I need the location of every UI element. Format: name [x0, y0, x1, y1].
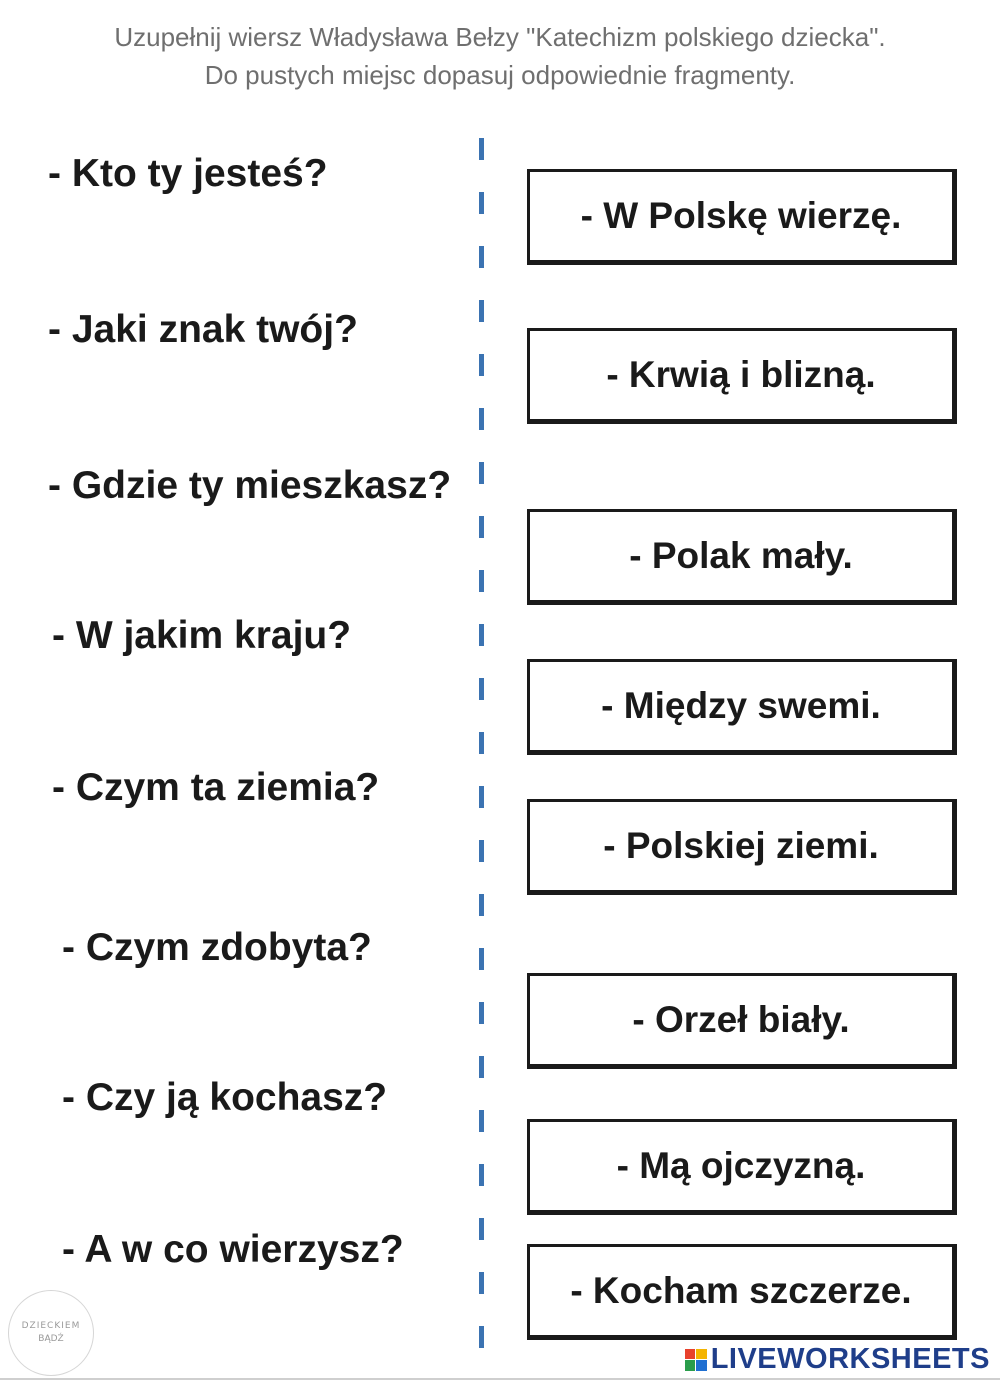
answer-text: - W Polskę wierzę.: [580, 195, 902, 236]
question-7: - Czy ją kochasz?: [62, 1076, 388, 1119]
logo-line-2: BĄDŹ: [38, 1334, 64, 1344]
question-6: - Czym zdobyta?: [62, 926, 372, 969]
answer-text: - Krwią i blizną.: [606, 354, 876, 395]
answer-box-3[interactable]: [527, 509, 957, 605]
answer-text: - Między swemi.: [601, 685, 881, 726]
answer-text: - Kocham szczerze.: [570, 1270, 912, 1311]
answer-box-2[interactable]: [527, 328, 957, 424]
logo-line-1: DZIECKIEM: [21, 1321, 81, 1331]
instructions-line-1: Uzupełnij wiersz Władysława Bełzy "Katechizm polskiego dziecka".: [114, 22, 886, 52]
question-2: - Jaki znak twój?: [48, 308, 358, 351]
answer-box-6[interactable]: [527, 973, 957, 1069]
instructions: [0, 18, 1000, 94]
liveworksheets-logo-icon: [685, 1349, 707, 1371]
footer-divider: [0, 1378, 1000, 1380]
dashed-divider: [479, 138, 484, 1370]
instructions-line-2: Do pustych miejsc dopasuj odpowiednie fragmenty.: [204, 60, 796, 90]
answer-text: - Polskiej ziemi.: [603, 825, 879, 866]
answer-text: - Polak mały.: [629, 535, 853, 576]
question-1: - Kto ty jesteś?: [48, 152, 328, 195]
answer-box-1[interactable]: [527, 169, 957, 265]
question-5: - Czym ta ziemia?: [52, 766, 380, 809]
answer-text: - Orzeł biały.: [632, 999, 850, 1040]
answer-text: - Mą ojczyzną.: [616, 1145, 866, 1186]
question-3: - Gdzie ty mieszkasz?: [48, 464, 452, 507]
question-8: - A w co wierzysz?: [62, 1228, 404, 1271]
liveworksheets-brand-link[interactable]: [685, 1343, 990, 1376]
author-logo: [8, 1290, 94, 1376]
brand-name: LIVEWORKSHEETS: [710, 1343, 990, 1375]
question-4: - W jakim kraju?: [52, 614, 352, 657]
answer-box-7[interactable]: [527, 1119, 957, 1215]
answer-box-5[interactable]: [527, 799, 957, 895]
answer-box-4[interactable]: [527, 659, 957, 755]
answer-box-8[interactable]: [527, 1244, 957, 1340]
